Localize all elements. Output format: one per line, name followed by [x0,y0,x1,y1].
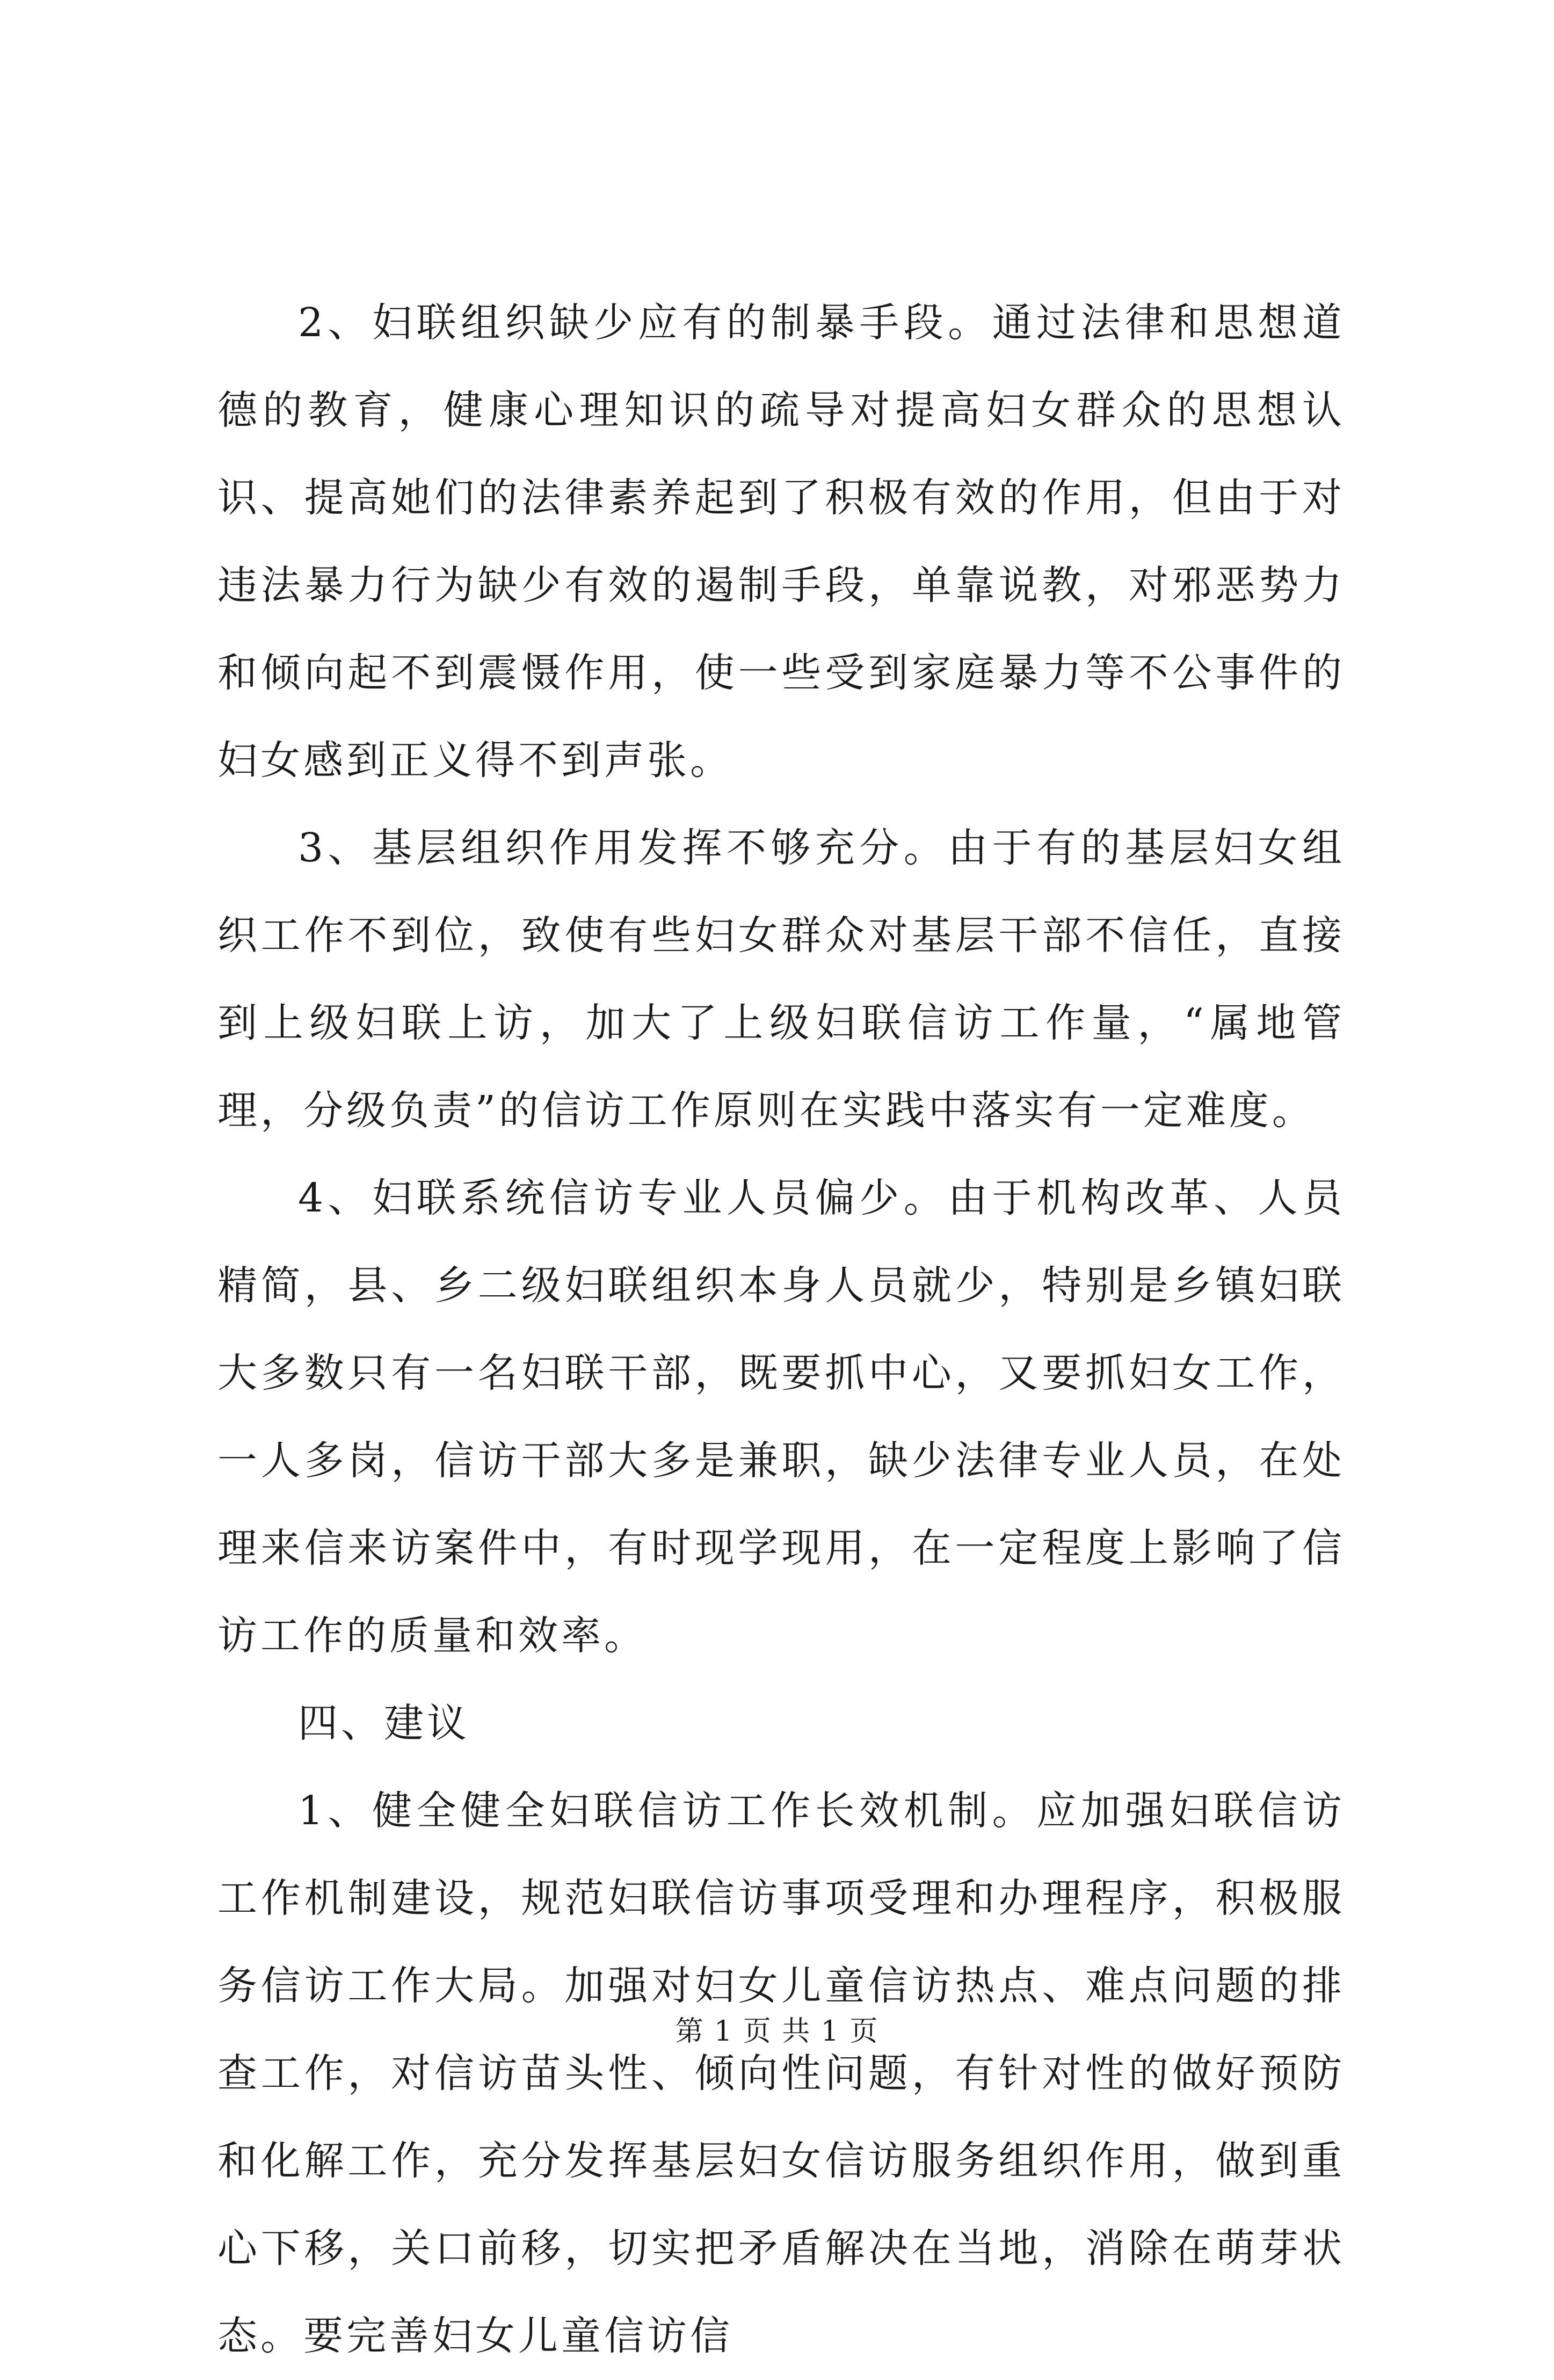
paragraph-2-violence-means: 2、妇联组织缺少应有的制暴手段。通过法律和思想道德的教育，健康心理知识的疏导对提高妇女群众的思想认识、提高她们的法律素养起到了积极有效的作用，但由于对违法暴力行为缺少有效的遏制手段，单靠说教，对邪恶势力和倾向起不到震慑作用，使一些受到家庭暴力等不公事件的妇女感到正义得不到声张。 [217,300,1345,783]
paragraph-suggestion-1: 1、健全健全妇联信访工作长效机制。应加强妇联信访工作机制建设，规范妇联信访事项受理和办理程序，积极服务信访工作大局。加强对妇女儿童信访热点、难点问题的排查工作，对信访苗头性、倾向性问题，有针对性的做好预防和化解工作，充分发挥基层妇女信访服务组织作用，做到重心下移，关口前移，切实把矛盾解决在当地，消除在萌芽状态。要完善妇女儿童信访信 [217,1788,1345,2359]
paragraph-3-grassroots-role: 3、基层组织作用发挥不够充分。由于有的基层妇女组织工作不到位，致使有些妇女群众对基层干部不信任，直接到上级妇联上访，加大了上级妇联信访工作量，“属地管理，分级负责”的信访工作原则在实践中落实有一定难度。 [217,825,1345,1134]
page-footer: 第 1 页 共 1 页 [675,2015,879,2048]
document-body [217,279,1345,2380]
section-heading-suggestions: 四、建议 [298,1700,470,1746]
paragraph-4-staff-shortage: 4、妇联系统信访专业人员偏少。由于机构改革、人员精简，县、乡二级妇联组织本身人员就少，特别是乡镇妇联大多数只有一名妇联干部，既要抓中心，又要抓妇女工作，一人多岗，信访干部大多是兼职，缺少法律专业人员，在处理来信来访案件中，有时现学现用，在一定程度上影响了信访工作的质量和效率。 [217,1175,1345,1659]
